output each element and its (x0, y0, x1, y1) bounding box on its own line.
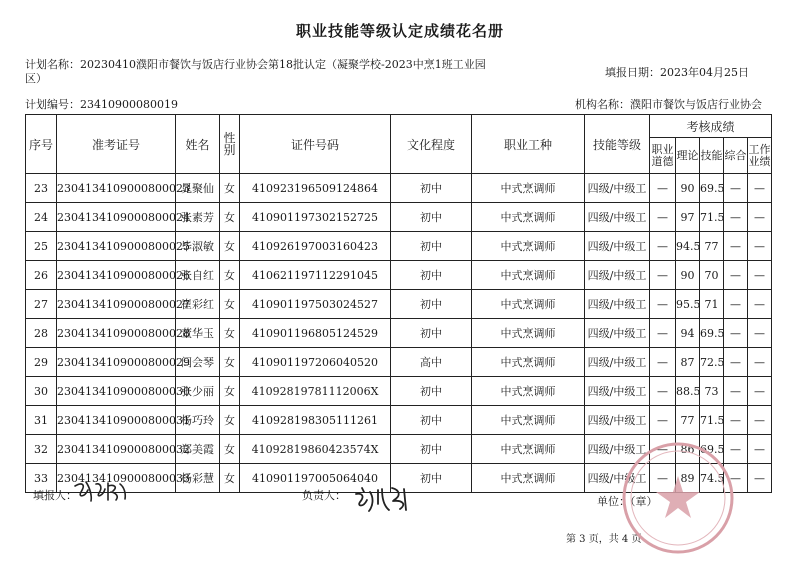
cell-performance: — (748, 232, 772, 261)
cell-seq: 25 (26, 232, 57, 261)
header-id-no: 证件号码 (240, 115, 391, 174)
cell-id-no: 410923196509124864 (240, 174, 391, 203)
score-table (25, 114, 772, 493)
cell-exam-no: 2304134109000800025 (57, 232, 176, 261)
cell-performance: — (748, 319, 772, 348)
cell-id-no: 410901197302152725 (240, 203, 391, 232)
cell-overall: — (724, 348, 748, 377)
cell-name: 张素芳 (176, 203, 220, 232)
cell-seq: 30 (26, 377, 57, 406)
cell-seq: 33 (26, 464, 57, 493)
cell-id-no: 410928198305111261 (240, 406, 391, 435)
official-seal (620, 440, 736, 556)
cell-occupation: 中式烹调师 (472, 406, 585, 435)
cell-education: 初中 (391, 290, 472, 319)
cell-overall: — (724, 319, 748, 348)
cell-gender: 女 (220, 290, 240, 319)
cell-level: 四级/中级工 (585, 319, 650, 348)
cell-id-no: 410621197112291045 (240, 261, 391, 290)
unit-label: 单位：（章） (597, 495, 658, 508)
cell-performance: — (748, 290, 772, 319)
fill-date-label: 填报日期： (605, 66, 660, 79)
cell-skill: 71 (700, 290, 724, 319)
cell-exam-no: 2304134109000800032 (57, 435, 176, 464)
cell-gender: 女 (220, 464, 240, 493)
cell-skill: 74.5 (700, 464, 724, 493)
plan-number (25, 96, 178, 112)
fill-date-value: 2023年04月25日 (660, 66, 749, 79)
cell-level: 四级/中级工 (585, 348, 650, 377)
cell-theory: 77 (676, 406, 700, 435)
cell-education: 初中 (391, 319, 472, 348)
cell-id-no: 41092819781112006X (240, 377, 391, 406)
cell-performance: — (748, 377, 772, 406)
cell-occupation: 中式烹调师 (472, 290, 585, 319)
cell-skill: 70 (700, 261, 724, 290)
cell-education: 初中 (391, 174, 472, 203)
cell-ethics: — (650, 348, 676, 377)
cell-theory: 90 (676, 174, 700, 203)
header-name: 姓名 (176, 115, 220, 174)
table-row (26, 319, 772, 348)
cell-theory: 88.5 (676, 377, 700, 406)
cell-id-no: 410901196805124529 (240, 319, 391, 348)
cell-skill: 69.5 (700, 319, 724, 348)
cell-id-no: 41092819860423574X (240, 435, 391, 464)
cell-theory: 97 (676, 203, 700, 232)
cell-skill: 77 (700, 232, 724, 261)
head-signature (352, 484, 418, 514)
cell-overall: — (724, 203, 748, 232)
plan-name (25, 58, 495, 86)
header-performance: 工作业绩 (748, 138, 772, 174)
cell-education: 初中 (391, 203, 472, 232)
cell-skill: 71.5 (700, 203, 724, 232)
header-scores: 考核成绩 (650, 115, 772, 138)
cell-occupation: 中式烹调师 (472, 377, 585, 406)
cell-exam-no: 2304134109000800033 (57, 464, 176, 493)
table-row (26, 203, 772, 232)
cell-id-no: 410901197005064040 (240, 464, 391, 493)
cell-education: 初中 (391, 464, 472, 493)
cell-name: 杨巧玲 (176, 406, 220, 435)
cell-level: 四级/中级工 (585, 232, 650, 261)
table-row (26, 261, 772, 290)
cell-theory: 87 (676, 348, 700, 377)
cell-gender: 女 (220, 232, 240, 261)
table-row (26, 406, 772, 435)
cell-overall: — (724, 174, 748, 203)
cell-occupation: 中式烹调师 (472, 435, 585, 464)
cell-seq: 28 (26, 319, 57, 348)
cell-seq: 24 (26, 203, 57, 232)
cell-gender: 女 (220, 348, 240, 377)
cell-ethics: — (650, 435, 676, 464)
cell-gender: 女 (220, 406, 240, 435)
cell-level: 四级/中级工 (585, 261, 650, 290)
cell-name: 闫会琴 (176, 348, 220, 377)
cell-ethics: — (650, 319, 676, 348)
cell-occupation: 中式烹调师 (472, 348, 585, 377)
cell-gender: 女 (220, 435, 240, 464)
cell-education: 初中 (391, 261, 472, 290)
cell-id-no: 410901197503024527 (240, 290, 391, 319)
cell-occupation: 中式烹调师 (472, 232, 585, 261)
header-overall: 综合 (724, 138, 748, 174)
cell-skill: 69.5 (700, 435, 724, 464)
cell-seq: 26 (26, 261, 57, 290)
table-row (26, 377, 772, 406)
cell-level: 四级/中级工 (585, 290, 650, 319)
cell-name: 杨彩慧 (176, 464, 220, 493)
cell-occupation: 中式烹调师 (472, 319, 585, 348)
cell-name: 张少丽 (176, 377, 220, 406)
cell-performance: — (748, 203, 772, 232)
cell-occupation: 中式烹调师 (472, 203, 585, 232)
cell-education: 初中 (391, 377, 472, 406)
cell-seq: 23 (26, 174, 57, 203)
cell-overall: — (724, 232, 748, 261)
filler-label: 填报人： (33, 489, 77, 502)
table-row (26, 232, 772, 261)
organization-value: 濮阳市餐饮与饭店行业协会 (630, 98, 762, 111)
cell-performance: — (748, 406, 772, 435)
cell-exam-no: 2304134109000800031 (57, 406, 176, 435)
cell-overall: — (724, 406, 748, 435)
cell-overall: — (724, 435, 748, 464)
cell-gender: 女 (220, 261, 240, 290)
cell-exam-no: 2304134109000800027 (57, 290, 176, 319)
header-gender: 性别 (220, 115, 240, 174)
cell-id-no: 410901197206040520 (240, 348, 391, 377)
fill-date (605, 64, 749, 80)
cell-ethics: — (650, 290, 676, 319)
cell-education: 初中 (391, 232, 472, 261)
cell-seq: 31 (26, 406, 57, 435)
cell-ethics: — (650, 203, 676, 232)
cell-performance: — (748, 348, 772, 377)
header-level: 技能等级 (585, 115, 650, 174)
cell-overall: — (724, 377, 748, 406)
filler-signature (72, 478, 130, 504)
header-skill: 技能 (700, 138, 724, 174)
plan-number-value: 23410900080019 (80, 98, 178, 111)
cell-theory: 94 (676, 319, 700, 348)
cell-performance: — (748, 261, 772, 290)
head-label: 负责人： (302, 489, 346, 502)
table-row (26, 174, 772, 203)
cell-level: 四级/中级工 (585, 174, 650, 203)
cell-education: 高中 (391, 348, 472, 377)
cell-theory: 89 (676, 464, 700, 493)
cell-skill: 73 (700, 377, 724, 406)
table-row (26, 290, 772, 319)
cell-seq: 29 (26, 348, 57, 377)
cell-gender: 女 (220, 174, 240, 203)
organization (575, 96, 762, 112)
cell-exam-no: 2304134109000800029 (57, 348, 176, 377)
cell-theory: 90 (676, 261, 700, 290)
cell-performance: — (748, 435, 772, 464)
cell-level: 四级/中级工 (585, 464, 650, 493)
cell-id-no: 410926197003160423 (240, 232, 391, 261)
cell-level: 四级/中级工 (585, 406, 650, 435)
cell-gender: 女 (220, 203, 240, 232)
plan-name-label: 计划名称： (25, 58, 80, 71)
page-info: 第 3 页，共 4 页 (566, 534, 642, 545)
cell-exam-no: 2304134109000800030 (57, 377, 176, 406)
cell-theory: 94.5 (676, 232, 700, 261)
cell-theory: 86 (676, 435, 700, 464)
cell-occupation: 中式烹调师 (472, 261, 585, 290)
cell-exam-no: 2304134109000800026 (57, 261, 176, 290)
page-title: 职业技能等级认定成绩花名册 (295, 22, 504, 40)
cell-name: 毕淑敏 (176, 232, 220, 261)
seal-star-icon (656, 476, 700, 518)
cell-education: 初中 (391, 406, 472, 435)
cell-education: 初中 (391, 435, 472, 464)
cell-ethics: — (650, 261, 676, 290)
cell-level: 四级/中级工 (585, 203, 650, 232)
cell-name: 张自红 (176, 261, 220, 290)
plan-number-label: 计划编号： (25, 98, 80, 111)
cell-seq: 27 (26, 290, 57, 319)
cell-overall: — (724, 290, 748, 319)
header-ethics: 职业道德 (650, 138, 676, 174)
cell-ethics: — (650, 406, 676, 435)
cell-ethics: — (650, 232, 676, 261)
cell-occupation: 中式烹调师 (472, 464, 585, 493)
cell-gender: 女 (220, 377, 240, 406)
header-occupation: 职业工种 (472, 115, 585, 174)
header-seq: 序号 (26, 115, 57, 174)
plan-name-value: 20230410濮阳市餐饮与饭店行业协会第18批认定（凝聚学校-2023中烹1班工业园区） (25, 58, 486, 85)
cell-level: 四级/中级工 (585, 377, 650, 406)
cell-seq: 32 (26, 435, 57, 464)
cell-ethics: — (650, 377, 676, 406)
cell-overall: — (724, 464, 748, 493)
header-theory: 理论 (676, 138, 700, 174)
cell-overall: — (724, 261, 748, 290)
cell-occupation: 中式烹调师 (472, 174, 585, 203)
cell-exam-no: 2304134109000800023 (57, 174, 176, 203)
cell-performance: — (748, 464, 772, 493)
cell-skill: 72.5 (700, 348, 724, 377)
table-row (26, 348, 772, 377)
cell-skill: 71.5 (700, 406, 724, 435)
header-education: 文化程度 (391, 115, 472, 174)
cell-performance: — (748, 174, 772, 203)
cell-skill: 69.5 (700, 174, 724, 203)
cell-level: 四级/中级工 (585, 435, 650, 464)
header-exam-no: 准考证号 (57, 115, 176, 174)
cell-exam-no: 2304134109000800028 (57, 319, 176, 348)
cell-ethics: — (650, 464, 676, 493)
cell-gender: 女 (220, 319, 240, 348)
cell-name: 董华玉 (176, 319, 220, 348)
cell-name: 晁聚仙 (176, 174, 220, 203)
cell-ethics: — (650, 174, 676, 203)
cell-name: 郑美霞 (176, 435, 220, 464)
cell-theory: 95.5 (676, 290, 700, 319)
organization-label: 机构名称： (575, 98, 630, 111)
cell-name: 崔彩红 (176, 290, 220, 319)
cell-exam-no: 2304134109000800024 (57, 203, 176, 232)
